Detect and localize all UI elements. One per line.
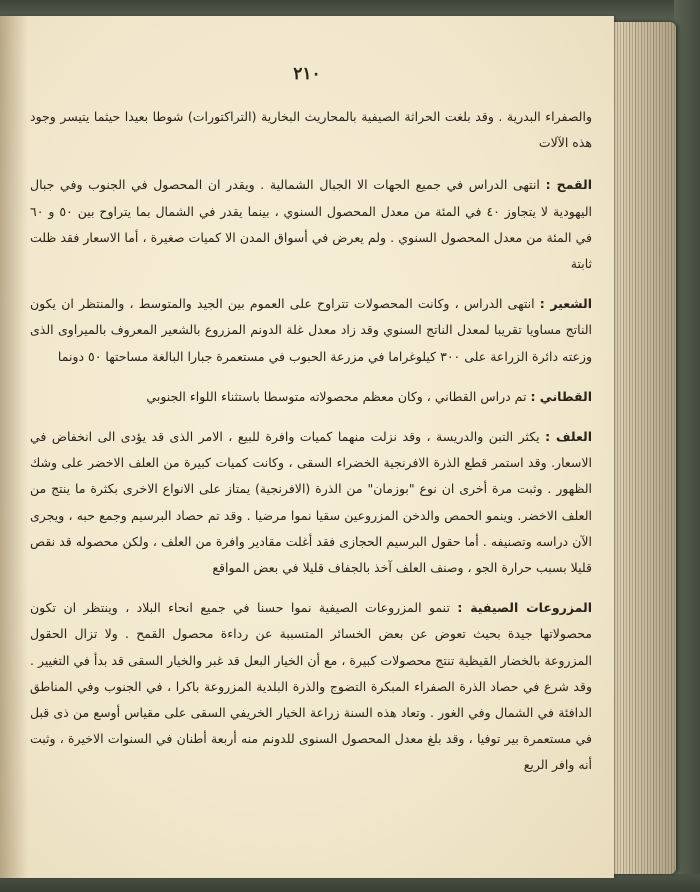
paragraph-wheat bbox=[30, 172, 592, 277]
paragraph-heading-wheat: القمح : bbox=[545, 177, 592, 193]
scanner-background-right bbox=[674, 0, 700, 892]
paragraph-heading-barley: الشعير : bbox=[539, 296, 593, 312]
paragraph-legumes bbox=[30, 384, 592, 410]
binding-gutter-shadow bbox=[0, 16, 28, 878]
paragraph-text: تنمو المزروعات الصيفية نموا حسنا في جميع انحاء البلاد ، وينتظر ان تكون محصولاتها جيدة بحيث تعوض عن بعض الخسائر المتسببة عن رداءة محصول القمح . ولا تزال الحقول المزروعة بالخضار القيظية تنتج محصولات كبيرة ، مع أن الخيار البعل قد غبر والخيار السقى قد بدأ في التغيير . وقد شرع في حصاد الذرة الصفراء المبكرة التضوج والذرة البلدية المزروعة باكرا ، في الجنوب وفي المناطق الدافئة في الشمال وفي الغور . وتعاد هذه السنة زراعة الخيار الخريفي السقى على مقياس أوسع من ذى قبل في مستعمرة بير توفيا ، وقد بلغ معدل المحصول السنوى للدونم منه أربعة أطنان في السنوات الاخيرة ، وثبت أنه وافر الريع bbox=[30, 600, 592, 773]
paragraph-heading-legumes: القطاني : bbox=[530, 388, 592, 404]
report-body bbox=[30, 104, 592, 793]
paragraph-text: انتهى الدراس في جميع الجهات الا الجبال الشمالية . ويقدر ان المحصول في الجنوب وفي جبال اليهودية لا يتجاوز ٤٠ في المئة من معدل المحصول السنوي ، بينما يقدر في الشمال بما يتراوح بين ٥٠ و ٦٠ في المئة من معدل المحصول السنوي . ولم يعرض في أسواق المدن الا كميات صغيرة ، أما الاسعار فقد ظلت ثابتة bbox=[30, 177, 592, 272]
book-page-edges bbox=[606, 22, 676, 874]
paragraph-heading-fodder: العلف : bbox=[545, 429, 593, 445]
paragraph-intro bbox=[30, 104, 592, 156]
paragraph-fodder bbox=[30, 424, 592, 581]
page-number: ٢١٠ bbox=[293, 64, 321, 84]
paragraph-text: انتهى الدراس ، وكانت المحصولات تتراوح على العموم بين الجيد والمتوسط ، والمنتظر ان يكون الناتج مساويا تقريبا لمعدل الناتج السنوي وقد زاد معدل غلة الدونم المزروع بالشعير المعروف بالميراوى الذى وزعته دائرة الزراعة على ٣٠٠ كيلوغراما في مزرعة الحبوب في مستعمرة جبارا البالغة مساحتها ٥٠ دونما bbox=[30, 296, 592, 364]
paragraph-heading-summer-crops: المزروعات الصيفية : bbox=[457, 600, 592, 616]
page-edges-shade bbox=[606, 22, 676, 874]
paragraph-text: تم دراس القطاني ، وكان معظم محصولاته متوسطا باستثناء اللواء الجنوبي bbox=[146, 388, 527, 404]
paragraph-summer-crops bbox=[30, 595, 592, 778]
paragraph-text: والصفراء البدرية . وقد بلغت الحراثة الصيفية بالمحاريث البخارية (التراكتورات) شوطا بعيدا حيثما يتيسر وجود هذه الآلات bbox=[30, 109, 592, 151]
paragraph-barley bbox=[30, 291, 592, 370]
paper-page bbox=[0, 16, 614, 878]
paragraph-text: يكثر التبن والدريسة ، وقد نزلت منهما كميات وافرة للبيع ، الامر الذى قد يؤدى الى انخفاض في الاسعار. وقد استمر قطع الذرة الافرنجية الخضراء السقى ، وكانت كميات كبيرة من العلف الاخضر على وشك الظهور . وثبت مرة أخرى ان نوع "بوزمان" من الذرة (الافرنجية) يمتاز على الانواع الاخرى بكثرة ما ينتج من العلف الاخضر. وينمو الحمص والدخن المزروعين سقيا نموا مرضيا . وقد تم حصاد البرسيم وجمع حبه ، ويجرى الآن دراسه وتصنيفه . أما حقول البرسيم الحجازى فقد أغلت مقادير وافرة من العلف ، ولكن محصوله قد نقص قليلا بسبب حرارة الجو ، وصنف العلف آخذ بالجفاف قليلا في بعض المواقع bbox=[30, 429, 592, 576]
